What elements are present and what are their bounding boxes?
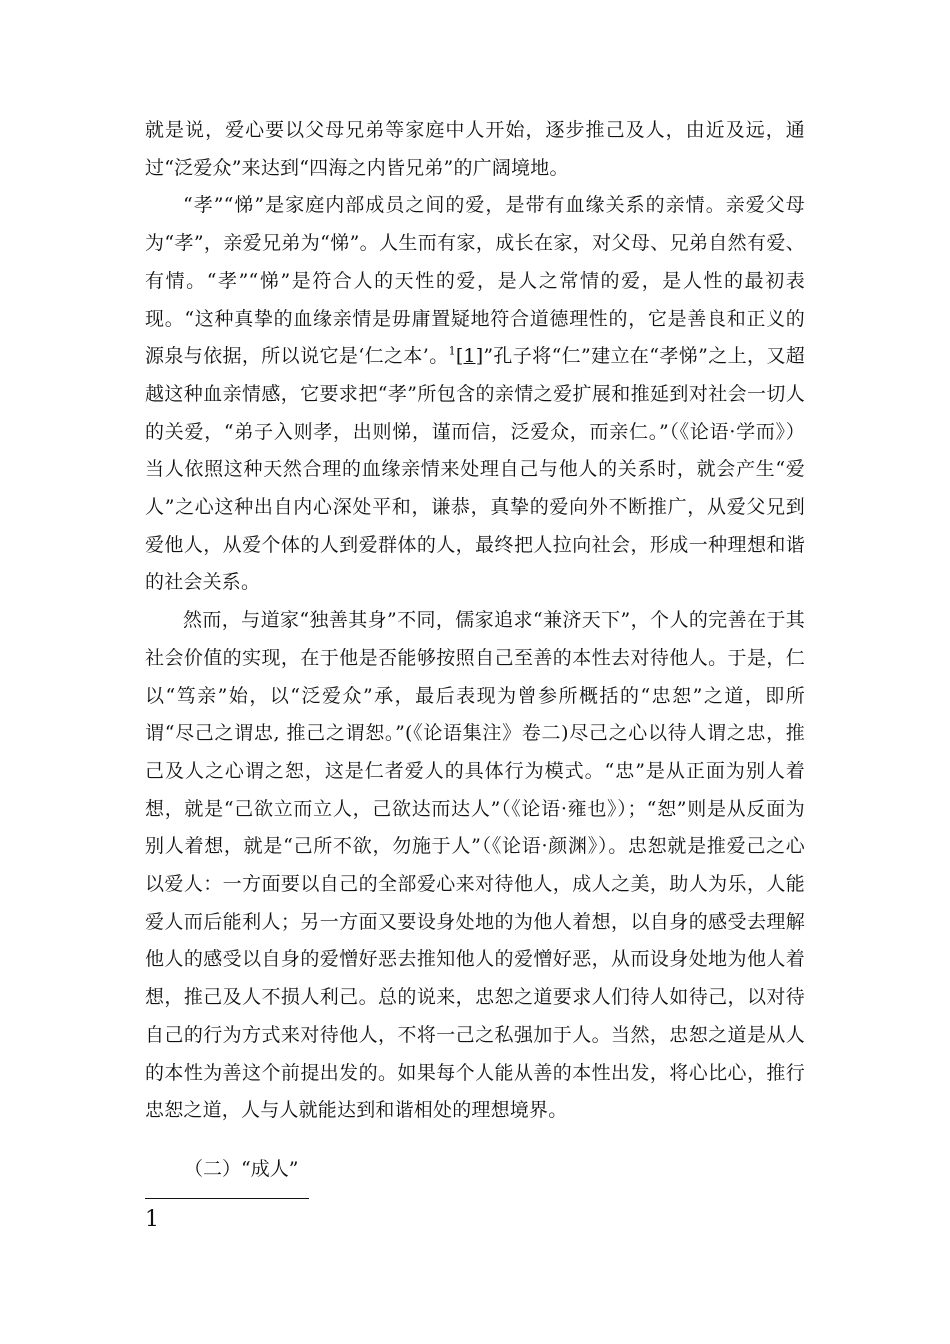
document-body [145,112,805,1130]
paragraph-2-text-a: “孝”“悌”是家庭内部成员之间的爱，是带有血缘关系的亲情。亲爱父母为“孝”，亲爱兄弟为“悌”。人生而有家，成长在家，对父母、兄弟自然有爱、有情。“孝”“悌”是符合人的天性的爱，是人之常情的爱，是人性的最初表现。“这种真挚的血缘亲情是毋庸置疑地符合道德理性的，它是善良和正义的源泉与依据，所以说它是‘仁之本’。 [145,194,805,368]
section-heading: （二）“成人” [184,1158,299,1180]
paragraph-3: 然而，与道家“独善其身”不同，儒家追求“兼济天下”，个人的完善在于其社会价值的实现，在于他是否能够按照自己至善的本性去对待他人。于是，仁以“笃亲”始，以“泛爱众”承，最后表现为曾参所概括的“忠恕”之道，即所谓“尽己之谓忠, 推己之谓恕。”(《论语集注》卷二)尽己之心以待人谓之忠，推己及人之心谓之恕，这是仁者爱人的具体行为模式。“忠”是从正面为别人着想，就是“己欲立而立人，己欲达而达人”（《论语·雍也》）；“恕”则是从反面为别人着想，就是“己所不欲，勿施于人”（《论语·颜渊》）。忠恕就是推爱己之心以爱人：一方面要以自己的全部爱心来对待他人，成人之美，助人为乐，人能爱人而后能利人；另一方面又要设身处地的为他人着想，以自身的感受去理解他人的感受以自身的爱憎好恶去推知他人的爱憎好恶，从而设身处地为他人着想，推己及人不损人利己。总的说来，忠恕之道要求人们待人如待己，以对待自己的行为方式来对待他人，不将一己之私强加于人。当然，忠恕之道是从人的本性为善这个前提出发的。如果每个人能从善的本性出发，将心比心，推行忠恕之道，人与人就能达到和谐相处的理想境界。 [145,609,805,1122]
footnote-reference-marker: 1 [448,344,456,358]
paragraph-2-text-b: ”孔子将“仁”建立在“孝悌”之上，又超越这种血亲情感，它要求把“孝”所包含的亲情之爱扩展和推延到对社会一切人的关爱，“弟子入则孝，出则悌，谨而信，泛爱众，而亲仁。”（《论语·学而》）当人依照这种天然合理的血缘亲情来处理自己与他人的关系时，就会产生“爱人”之心这种出自内心深处平和，谦恭，真挚的爱向外不断推广，从爱父兄到爱他人，从爱个体的人到爱群体的人，最终把人拉向社会，形成一种理想和谐的社会关系。 [145,345,805,594]
footnote-separator [145,1198,309,1199]
paragraph-2 [145,187,805,602]
footnote-number: 1 [145,1207,159,1232]
footnote-link[interactable]: [1] [455,345,484,368]
paragraph-1: 就是说，爱心要以父母兄弟等家庭中人开始，逐步推己及人，由近及远，通过“泛爱众”来达到“四海之内皆兄弟”的广阔境地。 [145,119,805,179]
